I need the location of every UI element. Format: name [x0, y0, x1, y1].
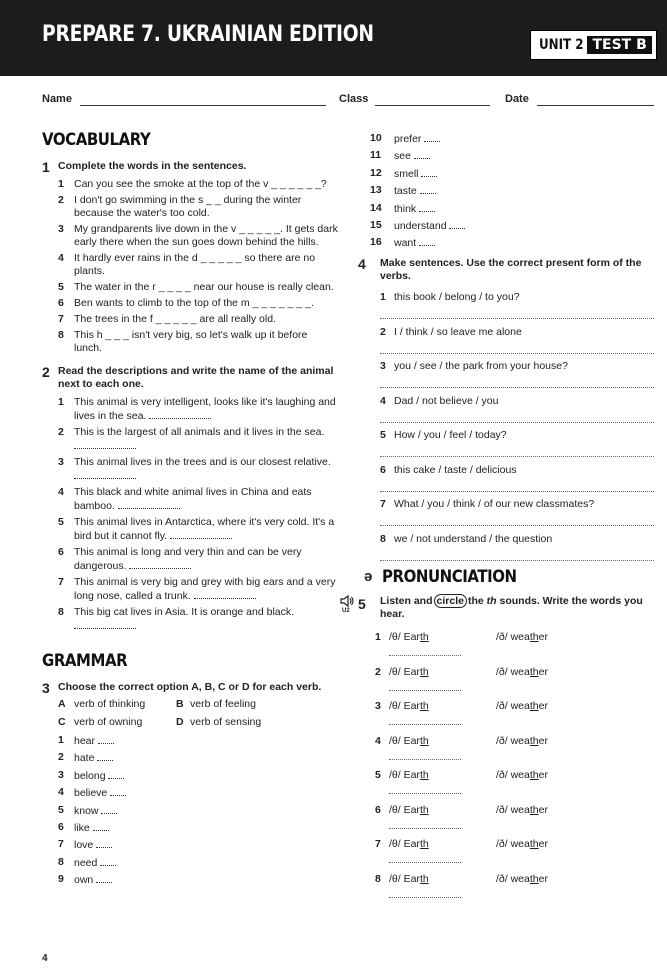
answer-field[interactable] — [194, 589, 256, 599]
exercise-3-heading — [42, 681, 338, 694]
answer-line[interactable] — [389, 723, 461, 725]
answer-line[interactable] — [389, 792, 461, 794]
list-item: 1 Can you see the smoke at the top of the v _ _ _ _ _ _? — [58, 178, 327, 190]
list-item: 5 How / you / feel / today? — [354, 429, 654, 464]
exercise-number: 4 — [358, 256, 366, 273]
list-item: 8 This big cat lives in Asia. It is orange and black. — [42, 606, 338, 633]
exercise-5-heading — [342, 595, 654, 625]
list-item: 15 understand — [354, 219, 654, 232]
list-item: 3 belong — [42, 769, 338, 782]
answer-line[interactable] — [380, 352, 654, 354]
list-item: 1 this book / belong / to you? — [354, 291, 654, 326]
list-item: 11 see — [354, 149, 654, 162]
option-letter: A — [58, 698, 66, 710]
answer-field[interactable] — [97, 751, 113, 761]
list-item: 7 love — [42, 838, 338, 851]
list-item: 9 own — [42, 873, 338, 886]
date-label: Date — [505, 93, 529, 105]
list-item: 4 believe — [42, 786, 338, 799]
list-item: 4 It hardly ever rains in the d _ _ _ _ _ so there are no plants. — [58, 252, 316, 277]
list-item: 8 /θ/ Earth /ð/ weather — [372, 873, 654, 908]
list-item: 1 hear — [42, 734, 338, 747]
list-item: 8 This h _ _ _ isn't very big, so let's walk up it before lunch. — [58, 329, 308, 354]
exercise-2-items — [42, 396, 338, 633]
list-item: 7 The trees in the f _ _ _ _ _ are all really old. — [58, 313, 276, 325]
right-column — [342, 132, 654, 907]
answer-field[interactable] — [96, 873, 112, 883]
list-item: 5 /θ/ Earth /ð/ weather — [372, 769, 654, 804]
list-item: 2 I / think / so leave me alone — [354, 326, 654, 361]
answer-field[interactable] — [108, 769, 124, 779]
circled-word: circle — [434, 594, 467, 608]
list-item: 3 /θ/ Earth /ð/ weather — [372, 700, 654, 735]
unit-badge — [530, 30, 657, 60]
answer-field[interactable] — [129, 559, 191, 569]
answer-field[interactable] — [421, 167, 437, 177]
list-item: 8 need — [42, 856, 338, 869]
answer-field[interactable] — [74, 619, 136, 629]
list-item: 2 I don't go swimming in the s _ _ during the winter because the water's too cold. — [58, 194, 302, 219]
exercise-instruction: Read the descriptions and write the name of the animal next to each one. — [58, 365, 334, 390]
exercise-4-heading — [354, 257, 654, 283]
option-letter: D — [176, 716, 184, 728]
list-item: 1 This animal is very intelligent, looks like it's laughing and lives in the sea. — [58, 396, 336, 422]
option-text: verb of thinking — [74, 698, 146, 710]
exercise-instruction: Complete the words in the sentences. — [58, 160, 247, 172]
answer-line[interactable] — [389, 758, 461, 760]
exercise-1-heading — [42, 160, 338, 173]
list-item: 8 we / not understand / the question — [354, 533, 654, 568]
test-label: TEST B — [587, 36, 651, 54]
list-item: 7 /θ/ Earth /ð/ weather — [372, 838, 654, 873]
answer-field[interactable] — [93, 821, 109, 831]
answer-line[interactable] — [380, 559, 654, 561]
list-item: 7 What / you / think / of our new classmates? — [354, 498, 654, 533]
answer-field[interactable] — [419, 236, 435, 246]
page-number: 4 — [42, 953, 48, 964]
answer-field[interactable] — [420, 184, 436, 194]
exercise-1-items — [42, 178, 338, 355]
answer-field[interactable] — [74, 469, 136, 479]
list-item: 3 My grandparents live down in the v _ _ _ _ _. It gets dark early there when the sun goes down behind the hills. — [58, 223, 338, 248]
list-item: 4 /θ/ Earth /ð/ weather — [372, 735, 654, 770]
list-item: 6 /θ/ Earth /ð/ weather — [372, 804, 654, 839]
option-letter: C — [58, 716, 66, 728]
answer-field[interactable] — [419, 202, 435, 212]
grammar-heading: GRAMMAR — [42, 651, 128, 671]
list-item: 6 like — [42, 821, 338, 834]
option-text: verb of feeling — [190, 698, 256, 710]
exercise-number: 2 — [42, 364, 50, 380]
pronunciation-items — [372, 631, 654, 907]
answer-field[interactable] — [100, 856, 116, 866]
list-item: 10 prefer — [354, 132, 654, 145]
answer-field[interactable] — [96, 838, 112, 848]
verb-list-left — [42, 734, 338, 886]
list-item: 7 This animal is very big and grey with big ears and a very long nose, called a trunk. — [58, 576, 336, 602]
answer-line[interactable] — [380, 490, 654, 492]
exercise-instruction: Make sentences. Use the correct present form of the verbs. — [380, 257, 642, 283]
list-item: 2 This is the largest of all animals and it lives in the sea. — [42, 426, 338, 453]
list-item: 1 /θ/ Earth /ð/ weather — [372, 631, 654, 666]
audio-track-label: U2 — [342, 608, 350, 615]
list-item: 14 think — [354, 202, 654, 215]
exercise-number: 5 — [358, 596, 366, 613]
exercise-4-items — [354, 291, 654, 567]
list-item: 6 This animal is long and very thin and can be very dangerous. — [58, 546, 302, 572]
exercise-2-heading — [42, 365, 338, 391]
list-item: 2 hate — [42, 751, 338, 764]
list-item: 13 taste — [354, 184, 654, 197]
answer-line[interactable] — [380, 317, 654, 319]
answer-field[interactable] — [74, 439, 136, 449]
list-item: 5 know — [42, 804, 338, 817]
option-text: verb of owning — [74, 716, 143, 728]
pronunciation-heading: PRONUNCIATION — [382, 567, 517, 588]
header-banner — [0, 0, 667, 76]
date-field[interactable] — [537, 93, 654, 106]
list-item: 3 you / see / the park from your house? — [354, 360, 654, 395]
class-field[interactable] — [375, 93, 490, 106]
exercise-number: 3 — [42, 680, 50, 696]
name-field[interactable] — [80, 93, 326, 106]
answer-line[interactable] — [389, 896, 461, 898]
answer-field[interactable] — [118, 499, 180, 509]
exercise-instruction: Choose the correct option A, B, C or D for each verb. — [58, 681, 322, 693]
verb-options — [42, 698, 338, 729]
answer-field[interactable] — [449, 219, 465, 229]
answer-line[interactable] — [380, 455, 654, 457]
option-letter: B — [176, 698, 184, 710]
answer-field[interactable] — [170, 529, 232, 539]
pronunciation-heading-row — [354, 567, 654, 589]
list-item: 3 This animal lives in the trees and is our closest relative. — [42, 456, 338, 483]
list-item: 4 This black and white animal lives in China and eats bamboo. — [58, 486, 312, 512]
left-column — [42, 130, 338, 891]
unit-label: UNIT 2 — [539, 37, 584, 53]
answer-line[interactable] — [380, 524, 654, 526]
exercise-number: 1 — [42, 159, 50, 175]
answer-line[interactable] — [380, 386, 654, 388]
page-title: PREPARE 7. UKRAINIAN EDITION — [42, 22, 374, 47]
answer-line[interactable] — [389, 654, 461, 656]
student-info-row — [42, 93, 656, 109]
list-item: 6 this cake / taste / delicious — [354, 464, 654, 499]
answer-field[interactable] — [149, 409, 211, 419]
option-text: verb of sensing — [190, 716, 262, 728]
answer-field[interactable] — [414, 149, 430, 159]
list-item: 16 want — [354, 236, 654, 249]
answer-line[interactable] — [389, 861, 461, 863]
answer-field[interactable] — [101, 804, 117, 814]
list-item: 5 The water in the r _ _ _ _ near our house is really clean. — [58, 281, 334, 293]
list-item: 12 smell — [354, 167, 654, 180]
answer-field[interactable] — [424, 132, 440, 142]
vocabulary-heading: VOCABULARY — [42, 130, 151, 150]
list-item: 6 Ben wants to climb to the top of the m _ _ _ _ _ _ _. — [58, 297, 314, 309]
answer-field[interactable] — [110, 786, 126, 796]
schwa-icon: ə — [364, 568, 373, 586]
list-item: 5 This animal lives in Antarctica, where it's very cold. It's a bird but it cannot fly. — [58, 516, 335, 542]
answer-field[interactable] — [98, 734, 114, 744]
answer-line[interactable] — [389, 689, 461, 691]
answer-line[interactable] — [380, 421, 654, 423]
class-label: Class — [339, 93, 369, 105]
answer-line[interactable] — [389, 827, 461, 829]
name-label: Name — [42, 93, 72, 105]
exercise-instruction: Listen and circle the th sounds. Write the words you hear. — [380, 595, 643, 621]
list-item: 2 /θ/ Earth /ð/ weather — [372, 666, 654, 701]
verb-list-right — [354, 132, 654, 249]
list-item: 4 Dad / not believe / you — [354, 395, 654, 430]
